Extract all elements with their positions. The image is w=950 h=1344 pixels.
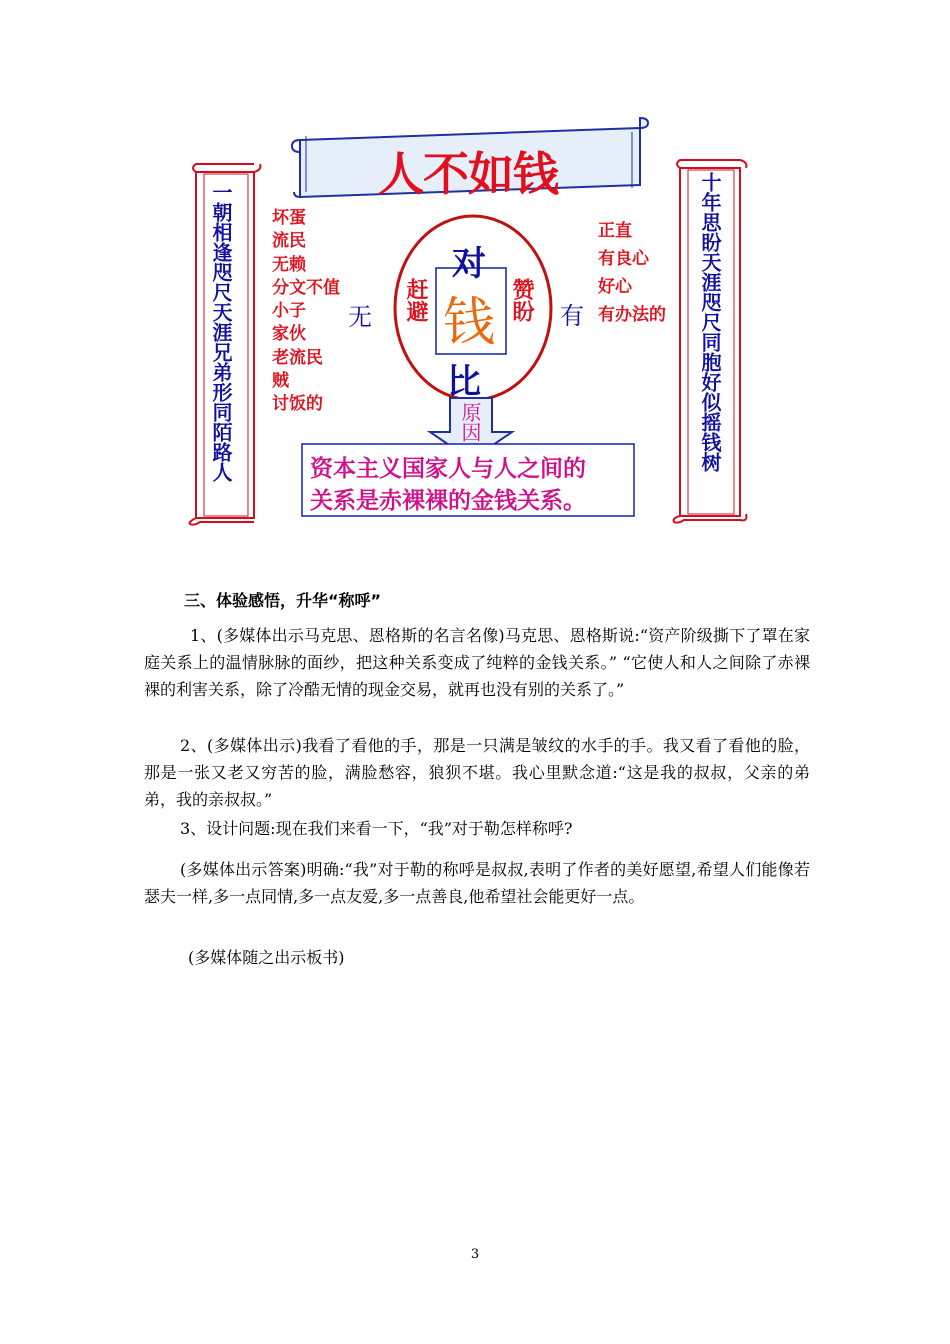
left-list-item: 讨饭的 (272, 394, 323, 415)
paragraph-3: 3、设计问题:现在我们来看一下，“我”对于勒怎样称呼? (180, 819, 573, 838)
right-scroll-text: 十年思盼天涯咫尺同胞好似摇钱树 (698, 172, 722, 472)
circle-center-char: 钱 (443, 293, 496, 353)
conclusion-line-2: 关系是赤裸裸的金钱关系。 (310, 488, 586, 514)
left-list-item: 贼 (272, 371, 289, 392)
left-list-item: 小子 (272, 301, 306, 322)
paragraph-1: 1、(多媒体出示马克思、恩格斯的名言名像)马克思、恩格斯说:“资产阶级撕下了罩在家庭关系上的温情脉脉的面纱，把这种关系变成了纯粹的金钱关系。” “它使人和人之间除了赤裸裸的利害关系，除了冷酷无情的现金交易，就再也没有别的关系了。” (144, 626, 810, 699)
left-list-item: 无赖 (272, 254, 306, 275)
circle-top-char: 对 (452, 244, 486, 284)
right-word-list (598, 217, 666, 329)
circle-bottom-char: 比 (447, 362, 481, 402)
left-list-item: 流民 (272, 231, 306, 252)
paragraph-5: (多媒体随之出示板书) (188, 948, 345, 967)
page-number: 3 (470, 1247, 480, 1262)
circle-left-chars: 赶避 (403, 278, 428, 322)
right-list-item: 有办法的 (598, 305, 666, 325)
left-list-item: 老流民 (272, 347, 323, 368)
concept-diagram (0, 0, 950, 540)
circle-right-chars: 赞盼 (509, 278, 534, 322)
conclusion-line-1: 资本主义国家人与人之间的 (310, 456, 586, 482)
left-scroll-text: 一朝相逢咫尺天涯兄弟形同陌路人 (209, 182, 233, 482)
label-wu: 无 (348, 303, 372, 331)
right-list-item: 正直 (598, 221, 632, 241)
section-heading: 三、体验感悟，升华“称呼” (184, 591, 382, 610)
left-list-item: 坏蛋 (272, 208, 306, 228)
paragraph-2: 2、(多媒体出示)我看了看他的手，那是一只满是皱纹的水手的手。我又看了看他的脸，那是一张又老又穷苦的脸，满脸愁容，狼狈不堪。我心里默念道:“这是我的叔叔，父亲的弟弟，我的亲叔叔。” (144, 736, 810, 809)
left-word-list (272, 207, 340, 417)
right-list-item: 好心 (598, 277, 632, 297)
diagram-title: 人不如钱 (378, 147, 558, 201)
arrow-label: 原因 (458, 402, 482, 442)
paragraph-4: (多媒体出示答案)明确:“我”对于勒的称呼是叔叔,表明了作者的美好愿望,希望人们能像若瑟夫一样,多一点同情,多一点友爱,多一点善良,他希望社会能更好一点。 (144, 860, 810, 906)
left-list-item: 家伙 (272, 324, 306, 345)
right-list-item: 有良心 (598, 249, 649, 269)
label-you: 有 (560, 302, 584, 330)
left-list-item: 分文不值 (272, 277, 340, 298)
